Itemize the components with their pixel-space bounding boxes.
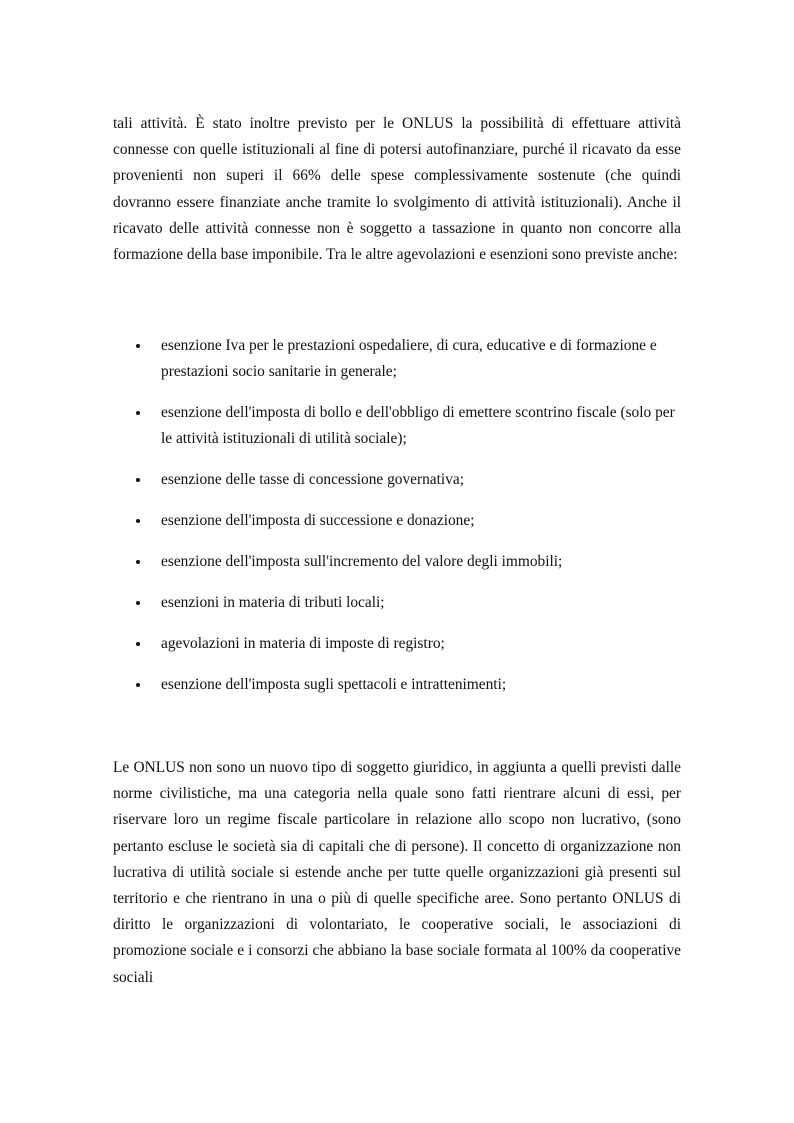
list-item <box>136 467 681 493</box>
list-item <box>136 549 681 575</box>
list-item-text: esenzione dell'imposta sull'incremento del valore degli immobili; <box>161 553 563 570</box>
list-item-text: esenzione dell'imposta sugli spettacoli e intrattenimenti; <box>161 676 507 693</box>
paragraph-onlus-definition: Le ONLUS non sono un nuovo tipo di soggetto giuridico, in aggiunta a quelli previsti dalle norme civilistiche, ma una categoria nella quale sono fatti rientrare alcuni di essi, per riservare loro un regime fiscale particolare in relazione allo scopo non lucrativo, (sono pertanto escluse le società sia di capitali che di persone). Il concetto di organizzazione non lucrativa di utilità sociale si estende anche per tutte quelle organizzazioni già presenti sul territorio e che rientrano in una o più di quelle specifiche aree. Sono pertanto ONLUS di diritto le organizzazioni di volontariato, le cooperative sociali, le associazioni di promozione sociale e i consorzi che abbiano la base sociale formata al 100% da cooperative sociali <box>113 759 681 986</box>
list-item-text: esenzione dell'imposta di successione e donazione; <box>161 512 475 529</box>
bullet-dot-icon <box>136 344 140 348</box>
list-item-text: esenzione dell'imposta di bollo e dell'obbligo di emettere scontrino fiscale (solo per le attività istituzionali di utilità sociale); <box>161 404 675 447</box>
list-item <box>136 590 681 616</box>
list-item <box>136 631 681 657</box>
bullet-dot-icon <box>136 411 140 415</box>
list-item <box>136 672 681 698</box>
bullet-dot-icon <box>136 642 140 646</box>
bullet-dot-icon <box>136 683 140 687</box>
list-item <box>136 333 681 385</box>
list-item-text: esenzione delle tasse di concessione governativa; <box>161 471 464 488</box>
list-item-text: esenzione Iva per le prestazioni ospedaliere, di cura, educative e di formazione e prestazioni socio sanitarie in generale; <box>161 337 657 380</box>
list-item <box>136 400 681 452</box>
bullet-dot-icon <box>136 478 140 482</box>
list-item <box>136 508 681 534</box>
bullet-dot-icon <box>136 601 140 605</box>
list-item-text: agevolazioni in materia di imposte di registro; <box>161 635 445 652</box>
bullet-dot-icon <box>136 560 140 564</box>
list-item-text: esenzioni in materia di tributi locali; <box>161 594 385 611</box>
bullet-dot-icon <box>136 519 140 523</box>
paragraph-intro: tali attività. È stato inoltre previsto per le ONLUS la possibilità di effettuare attività connesse con quelle istituzionali al fine di potersi autofinanziare, purché il ricavato da esse provenienti non superi il 66% delle spese complessivamente sostenute (che quindi dovranno essere finanziate anche tramite lo svolgimento di attività istituzionali). Anche il ricavato delle attività connesse non è soggetto a tassazione in quanto non concorre alla formazione della base imponibile. Tra le altre agevolazioni e esenzioni sono previste anche: <box>113 115 681 264</box>
exemptions-list <box>136 333 681 713</box>
